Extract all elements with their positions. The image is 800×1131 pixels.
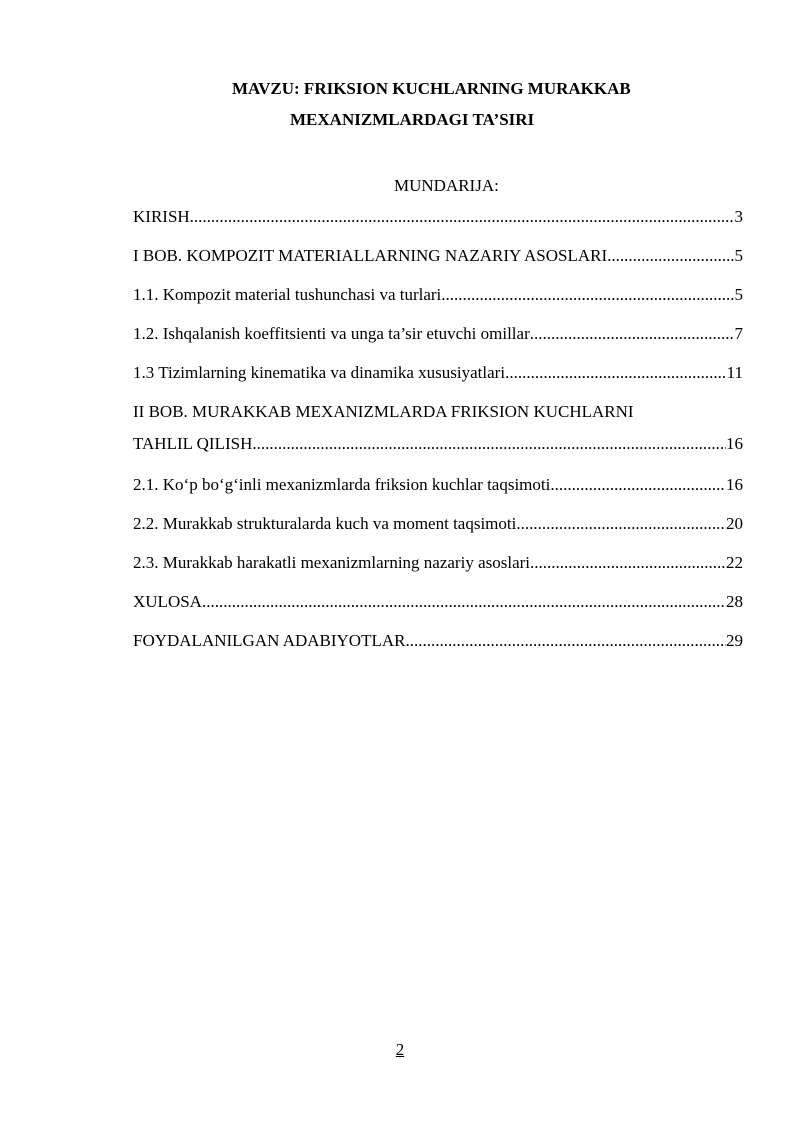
toc-entry-label: XULOSA	[133, 592, 202, 611]
toc-dot-leader	[530, 552, 726, 574]
toc-entry-label: I BOB. KOMPOZIT MATERIALLARNING NAZARIY ASOSLARI	[133, 246, 608, 265]
toc-entry-chapter-2	[133, 433, 743, 455]
toc-entry-page: 5	[734, 285, 743, 304]
toc-entry-label: TAHLIL QILISH	[133, 434, 253, 453]
toc-entry-page: 28	[726, 592, 743, 611]
toc-heading: MUNDARIJA:	[394, 176, 499, 195]
toc-dot-leader	[441, 284, 734, 306]
toc-dot-leader	[530, 323, 735, 345]
toc-entry-label: 1.2. Ishqalanish koeffitsienti va unga ta’sir etuvchi omillar	[133, 324, 530, 343]
toc-entry-label: 2.2. Murakkab strukturalarda kuch va moment taqsimoti	[133, 514, 517, 533]
toc-entry-page: 7	[734, 324, 743, 343]
toc-entry-page: 22	[726, 553, 743, 572]
toc-entry-xulosa	[133, 591, 743, 613]
page-number: 2	[395, 1040, 405, 1059]
toc-entry-page: 3	[734, 207, 743, 226]
document-title-line-1: MAVZU: FRIKSION KUCHLARNING MURAKKAB	[232, 79, 631, 98]
toc-entry-1-1	[133, 284, 743, 306]
toc-entry-label: FOYDALANILGAN ADABIYOTLAR	[133, 631, 406, 650]
toc-dot-leader	[505, 362, 727, 384]
toc-entry-2-2	[133, 513, 743, 535]
toc-entry-kirish	[133, 206, 743, 228]
toc-entry-label: 2.1. Ko‘p bo‘g‘inli mexanizmlarda friksion kuchlar taqsimoti	[133, 475, 551, 494]
toc-entry-label: 1.3 Tizimlarning kinematika va dinamika xususiyatlari	[133, 363, 506, 382]
toc-dot-leader	[550, 474, 726, 496]
toc-entry-1-3	[133, 362, 743, 384]
toc-entry-2-1	[133, 474, 743, 496]
toc-entry-chapter-2-line-1: II BOB. MURAKKAB MEXANIZMLARDA FRIKSION KUCHLARNI	[133, 402, 634, 421]
toc-dot-leader	[607, 245, 734, 267]
toc-dot-leader	[190, 206, 735, 228]
toc-entry-references	[133, 630, 743, 652]
toc-entry-page: 20	[726, 514, 743, 533]
toc-entry-label: 2.3. Murakkab harakatli mexanizmlarning nazariy asoslari	[133, 553, 530, 572]
toc-entry-page: 16	[726, 475, 743, 494]
toc-dot-leader	[202, 591, 726, 613]
toc-entry-page: 11	[726, 363, 743, 382]
toc-dot-leader	[252, 433, 726, 455]
toc-entry-chapter-1	[133, 245, 743, 267]
toc-entry-label: KIRISH	[133, 207, 190, 226]
toc-dot-leader	[405, 630, 726, 652]
toc-entry-1-2	[133, 323, 743, 345]
toc-entry-label: 1.1. Kompozit material tushunchasi va turlari	[133, 285, 442, 304]
toc-entry-2-3	[133, 552, 743, 574]
document-title-line-2: MEXANIZMLARDAGI TA’SIRI	[290, 110, 535, 129]
toc-dot-leader	[516, 513, 726, 535]
toc-entry-page: 29	[726, 631, 743, 650]
toc-entry-page: 5	[734, 246, 743, 265]
toc-entry-page: 16	[726, 434, 743, 453]
